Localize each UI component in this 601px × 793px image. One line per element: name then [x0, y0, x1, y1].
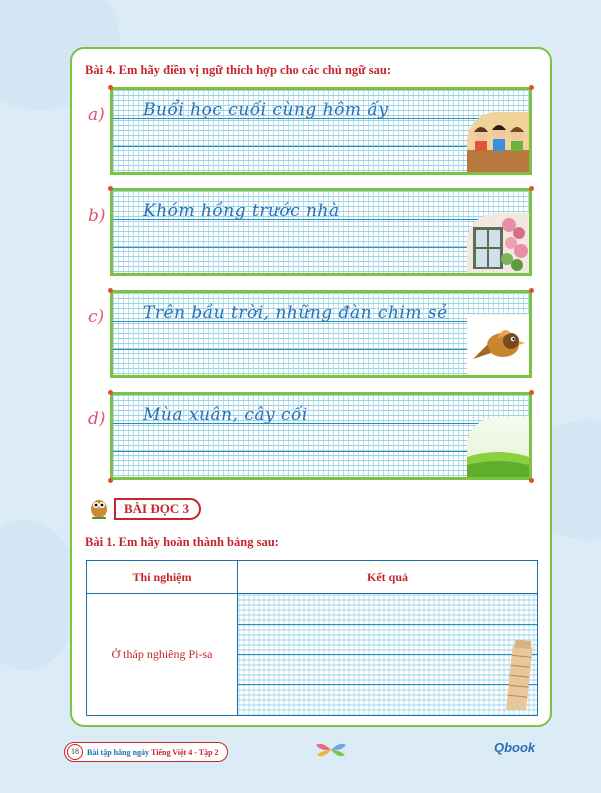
sparrow-picture: [467, 315, 529, 375]
item-c-letter: c): [88, 307, 105, 327]
result-table: [86, 560, 538, 716]
task1-title: Bài 1. Em hãy hoàn thành bảng sau:: [85, 535, 279, 549]
item-b-subject: Khóm hồng trước nhà: [143, 201, 340, 221]
item-b-letter: b): [88, 206, 106, 226]
task4-title: Bài 4. Em hãy điền vị ngữ thích hợp cho các chủ ngữ sau:: [85, 63, 392, 77]
header-experiment: Thí nghiệm: [87, 561, 238, 594]
footer-book-info: [64, 742, 228, 762]
answer-box-b[interactable]: [110, 188, 532, 276]
item-a-letter: a): [88, 105, 105, 125]
item-d-subject: Mùa xuân, cây cối: [143, 405, 308, 425]
spring-field-picture: [467, 417, 529, 477]
classroom-picture: [467, 112, 529, 172]
section-badge: [88, 497, 201, 521]
brand-logo: Qbook: [494, 740, 536, 755]
result-cell[interactable]: [238, 594, 538, 716]
item-d-letter: d): [88, 409, 106, 429]
pisa-tower-picture: [499, 638, 533, 715]
answer-box-a[interactable]: [110, 87, 532, 175]
answer-box-c[interactable]: [110, 290, 532, 378]
rose-window-picture: [467, 213, 529, 273]
owl-icon: [88, 495, 110, 524]
header-result: Kết quả: [238, 561, 538, 594]
section-label: BÀI ĐỌC 3: [114, 498, 201, 520]
item-a-subject: Buổi học cuối cùng hôm ấy: [143, 100, 389, 120]
answer-box-d[interactable]: [110, 392, 532, 480]
book-prefix: Bài tập hằng ngày: [87, 747, 150, 757]
book-title: Tiếng Việt 4 - Tập 2: [151, 747, 219, 757]
page-number: 18: [67, 744, 83, 760]
ornament-icon: [314, 741, 348, 764]
experiment-cell: Ở tháp nghiêng Pi-sa: [87, 594, 238, 716]
item-c-subject: Trên bầu trời, những đàn chim sẻ: [143, 303, 448, 323]
